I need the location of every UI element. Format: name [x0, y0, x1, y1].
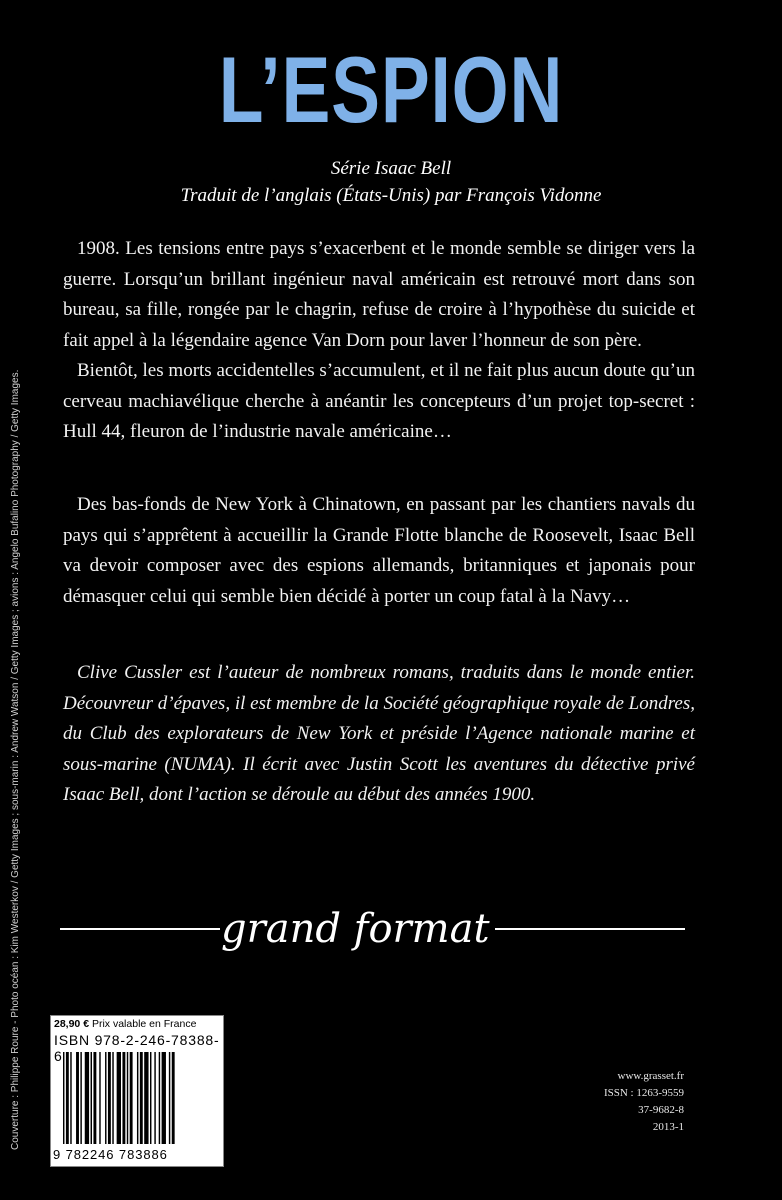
barcode-bar: [85, 1052, 89, 1144]
barcode-bar: [154, 1052, 155, 1144]
barcode-bar: [150, 1052, 151, 1144]
barcode-bar: [80, 1052, 81, 1144]
barcode-bar: [162, 1052, 166, 1144]
isbn-label: ISBN 978-2-246-78388-6: [54, 1032, 220, 1064]
synopsis-paragraph: Bientôt, les morts accidentelles s’accumulent, et il ne fait plus aucun doute qu’un cerveau machiavélique cherche à anéantir les concepteurs d’un projet top-secret : Hull 44, fleuron de l’industrie navale américaine…: [63, 360, 695, 442]
barcode-bar: [63, 1052, 64, 1144]
barcode-bar: [172, 1052, 175, 1144]
synopsis-block-2: [63, 490, 695, 612]
barcode-bar: [76, 1052, 79, 1144]
price: 28,90 €: [54, 1018, 90, 1030]
photo-credits-column: [744, 410, 764, 1170]
barcode-bar: [144, 1052, 148, 1144]
barcode-bar: [169, 1052, 170, 1144]
publisher-website: www.grasset.fr: [617, 1070, 684, 1082]
grand-format-logo-text: grand format: [221, 906, 490, 952]
price-note: Prix valable en France: [91, 1018, 197, 1030]
barcode-bar: [99, 1052, 100, 1144]
barcode-bar: [117, 1052, 121, 1144]
barcode-bar: [91, 1052, 92, 1144]
synopsis-paragraph: Des bas-fonds de New York à Chinatown, en passant par les chantiers navals du pays qui s’apprêtent à accueillir la Grande Flotte blanche de Roosevelt, Isaac Bell va devoir composer avec des espions allemands, britanniques et japonais pour démasquer celui qui semble bien décidé à porter un coup fatal à la Navy…: [63, 494, 695, 607]
grand-format-logo: [215, 898, 505, 968]
barcode-bar: [137, 1052, 138, 1144]
barcode-bar: [93, 1052, 96, 1144]
logo-rule-left: [60, 928, 220, 930]
author-bio: [63, 658, 695, 811]
barcode-bar: [66, 1052, 69, 1144]
barcode-bar: [140, 1052, 143, 1144]
barcode-bar: [108, 1052, 111, 1144]
synopsis-block: [63, 234, 695, 448]
barcode-bar: [112, 1052, 113, 1144]
series-name: Série Isaac Bell: [330, 158, 452, 179]
barcode-bar: [127, 1052, 128, 1144]
publisher-edition: 2013-1: [652, 1121, 684, 1133]
price-line: [54, 1018, 196, 1030]
barcode-bars: [61, 1052, 213, 1144]
barcode-label: [50, 1015, 224, 1167]
author-bio-paragraph: Clive Cussler est l’auteur de nombreux romans, traduits dans le monde entier. Découvreur d’épaves, il est membre de la Société géographique royale de Londres, du Club des explorateurs de New York et préside l’Agence nationale marine et sous-marine (NUMA). Il écrit avec Justin Scott les aventures du détective privé Isaac Bell, dont l’action se déroule au début des années 1900.: [63, 662, 695, 805]
barcode-bar: [159, 1052, 160, 1144]
barcode-bar: [70, 1052, 71, 1144]
photo-credits: Couverture : Philippe Roure - Photo océan : Kim Westerkov / Getty Images ; sous-marin : Andrew Watson / Getty Images ; avions : Angelo Bufalino Photography / Getty Images.: [10, 369, 21, 1150]
synopsis-paragraph: 1908. Les tensions entre pays s’exacerbent et le monde semble se diriger vers la guerre. Lorsqu’un brillant ingénieur naval américain est retrouvé mort dans son bureau, sa fille, rongée par le chagrin, refuse de croire à l’hypothèse du suicide et fait appel à la légendaire agence Van Dorn pour laver l’honneur de son père.: [63, 238, 695, 351]
barcode-bar: [122, 1052, 125, 1144]
book-title: L’ESPION: [218, 37, 564, 142]
barcode-bar: [105, 1052, 106, 1144]
publisher-info: [604, 1068, 684, 1136]
logo-rule-right: [495, 928, 685, 930]
publisher-issn: ISSN : 1263-9559: [603, 1087, 684, 1099]
barcode-digits: 9 782246 783886: [53, 1147, 168, 1162]
publisher-code: 37-9682-8: [638, 1104, 684, 1116]
translator-credit: Traduit de l’anglais (États-Unis) par François Vidonne: [180, 185, 602, 206]
barcode-bar: [130, 1052, 133, 1144]
